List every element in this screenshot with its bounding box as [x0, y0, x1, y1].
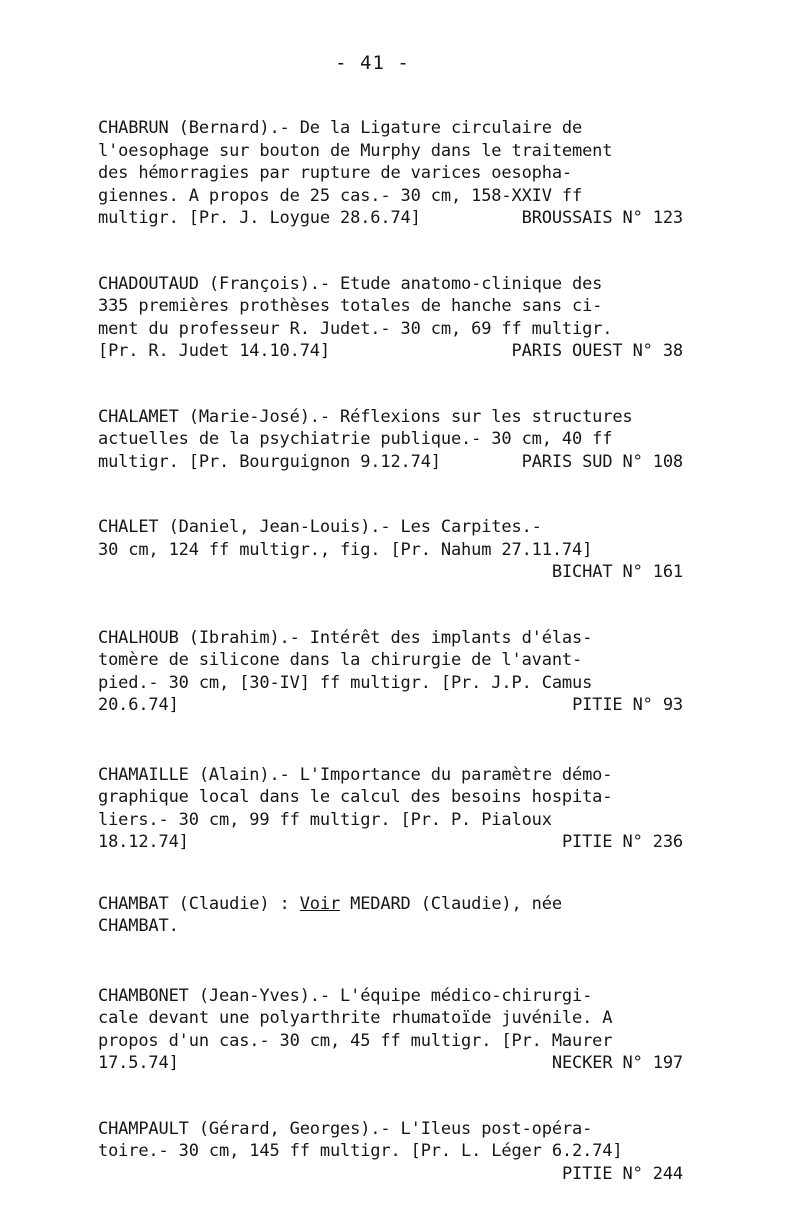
- entry-line: tomère de silicone dans la chirurgie de l'avant-: [98, 650, 583, 670]
- entry-line: CHABRUN (Bernard).- De la Ligature circulaire de: [98, 118, 583, 138]
- entry-line: [Pr. R. Judet 14.10.74]: [98, 341, 330, 361]
- entry-line: graphique local dans le calcul des besoins hospita-: [98, 787, 613, 807]
- entry-line: multigr. [Pr. Bourguignon 9.12.74]: [98, 451, 441, 472]
- bibliography-entry: [98, 273, 683, 363]
- library-reference: BICHAT N° 161: [551, 562, 683, 582]
- bibliography-entry: [98, 117, 683, 230]
- bibliography-entry: [98, 516, 683, 584]
- entry-line: CHAMPAULT (Gérard, Georges).- L'Ileus post-opéra-: [98, 1118, 593, 1139]
- entry-line: CHAMAILLE (Alain).- L'Importance du paramètre démo-: [98, 764, 613, 785]
- entry-line: CHALAMET (Marie-José).- Réflexions sur les structures: [98, 406, 633, 427]
- cross-reference-entry: [98, 893, 683, 938]
- entry-line: 30 cm, 124 ff multigr., fig. [Pr. Nahum 27.11.74]: [98, 539, 593, 560]
- see-also-link[interactable]: Voir: [299, 893, 341, 914]
- entry-last-line: [98, 451, 683, 474]
- library-reference: PITIE N° 244: [561, 1163, 683, 1184]
- entry-line: 18.12.74]: [98, 832, 189, 852]
- library-reference: PARIS SUD N° 108: [521, 451, 683, 472]
- entry-line: l'oesophage sur bouton de Murphy dans le traitement: [98, 140, 613, 161]
- entry-line: 20.6.74]: [98, 695, 179, 715]
- entry-line: toire.- 30 cm, 145 ff multigr. [Pr. L. Léger 6.2.74]: [98, 1141, 623, 1161]
- entry-line: actuelles de la psychiatrie publique.- 30 cm, 40 ff: [98, 429, 613, 449]
- entry-line: [98, 893, 683, 916]
- library-reference: PARIS OUEST N° 38: [511, 341, 683, 361]
- entry-line: CHAMBAT.: [98, 916, 179, 936]
- cross-reference-target: MEDARD (Claudie), née: [340, 893, 562, 914]
- library-reference: NECKER N° 197: [551, 1053, 683, 1073]
- library-reference: PITIE N° 236: [561, 832, 683, 852]
- entry-line: CHADOUTAUD (François).- Etude anatomo-clinique des: [98, 273, 603, 294]
- entry-line: CHAMBONET (Jean-Yves).- L'équipe médico-chirurgi-: [98, 985, 593, 1006]
- entry-line: 335 premières prothèses totales de hanche sans ci-: [98, 296, 603, 316]
- entry-last-line: [98, 207, 683, 230]
- bibliography-list: [98, 117, 683, 1228]
- bibliography-entry: [98, 764, 683, 854]
- library-reference: PITIE N° 93: [572, 695, 683, 715]
- entry-line: multigr. [Pr. J. Loygue 28.6.74]: [98, 208, 421, 228]
- entry-line: cale devant une polyarthrite rhumatoïde juvénile. A: [98, 1008, 613, 1028]
- bibliography-entry: [98, 1118, 683, 1186]
- entry-last-line: [98, 831, 683, 854]
- entry-last-line: [98, 694, 683, 717]
- entry-last-line: [98, 340, 683, 363]
- library-reference: BROUSSAIS N° 123: [521, 208, 683, 228]
- page-number: - 41 -: [335, 52, 410, 74]
- entry-last-line: [98, 1052, 683, 1075]
- bibliography-entry: [98, 406, 683, 474]
- entry-line: giennes. A propos de 25 cas.- 30 cm, 158-XXIV ff: [98, 185, 583, 206]
- entry-line: 17.5.74]: [98, 1053, 179, 1073]
- entry-line: CHALET (Daniel, Jean-Louis).- Les Carpites.-: [98, 517, 542, 537]
- bibliography-entry: [98, 985, 683, 1075]
- entry-line: propos d'un cas.- 30 cm, 45 ff multigr. [Pr. Maurer: [98, 1030, 613, 1051]
- entry-line: CHALHOUB (Ibrahim).- Intérêt des implants d'élas-: [98, 627, 593, 648]
- entry-line: pied.- 30 cm, [30-IV] ff multigr. [Pr. J.P. Camus: [98, 672, 593, 693]
- bibliography-entry: [98, 627, 683, 717]
- entry-line: liers.- 30 cm, 99 ff multigr. [Pr. P. Pialoux: [98, 809, 552, 830]
- entry-line: ment du professeur R. Judet.- 30 cm, 69 ff multigr.: [98, 318, 613, 339]
- cross-reference-subject: CHAMBAT (Claudie) :: [98, 893, 300, 914]
- entry-line: des hémorragies par rupture de varices oesopha-: [98, 163, 572, 183]
